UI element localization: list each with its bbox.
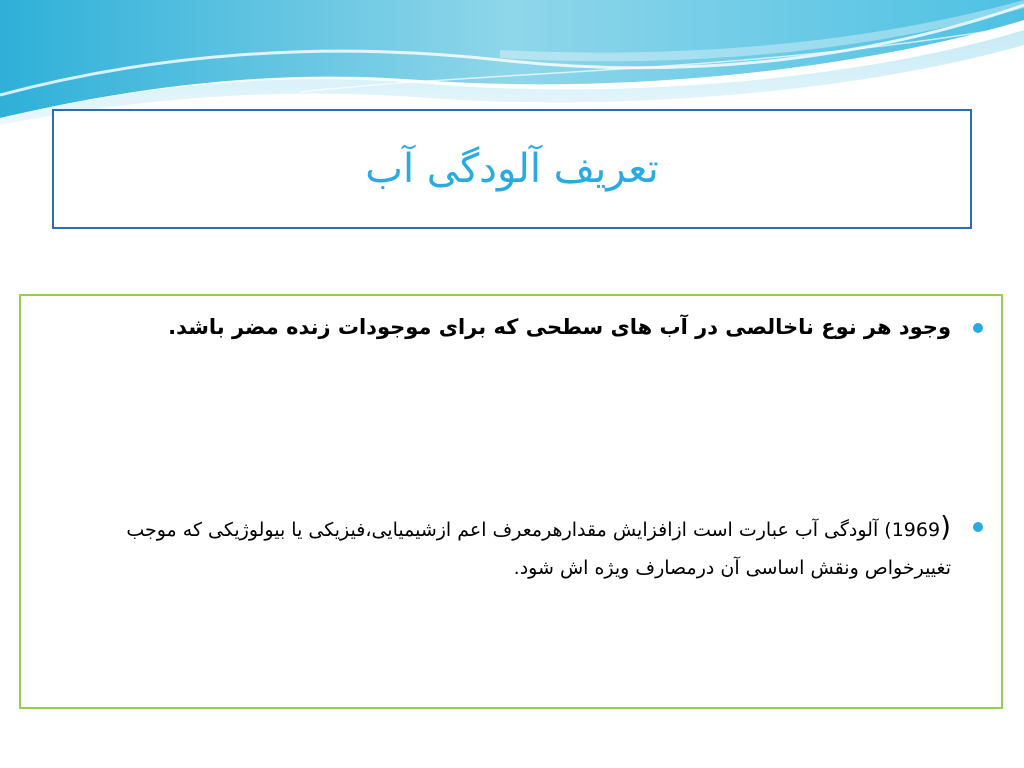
header-wave-decoration bbox=[0, 0, 1024, 125]
slide-title: تعریف آلودگی آب bbox=[365, 146, 659, 192]
bullet-dot-icon bbox=[973, 522, 983, 532]
bullet-item bbox=[71, 308, 951, 346]
bullet-text: وجود هر نوع ناخالصی در آب های سطحی که برای موجودات زنده مضر باشد. bbox=[168, 315, 951, 339]
bullet-text: 1969) آلودگی آب عبارت است ازافزایش مقدارهرمعرف اعم ازشیمیایی،فیزیکی یا بیولوژیکی که موجب تغییرخواص ونقش اساسی آن درمصارف ویژه اش شود. bbox=[126, 519, 951, 579]
bullet-dot-icon bbox=[973, 323, 983, 333]
bullet-item bbox=[71, 508, 951, 587]
title-box bbox=[52, 109, 972, 229]
bullet-paren: ( bbox=[940, 510, 951, 543]
content-box bbox=[19, 294, 1003, 709]
